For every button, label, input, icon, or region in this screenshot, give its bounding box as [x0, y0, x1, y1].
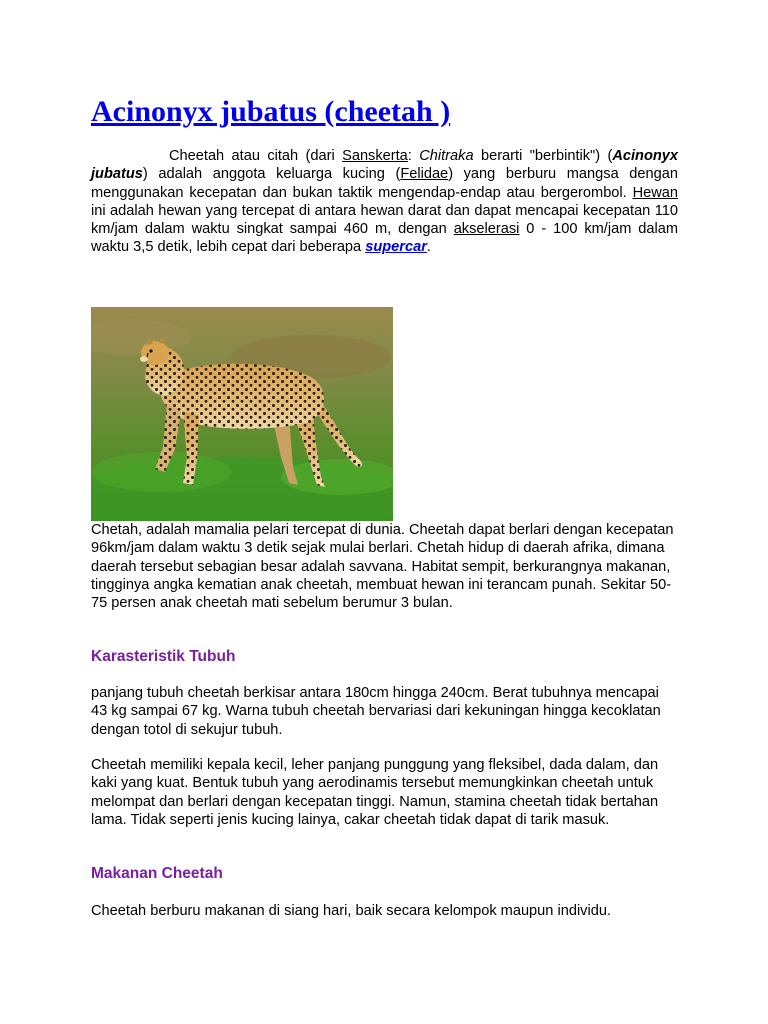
karasteristik-paragraph-2: Cheetah memiliki kepala kecil, leher panjang punggung yang fleksibel, dada dalam, dan kaki yang kuat. Bentuk tubuh yang aerodinamis tersebut memungkinkan cheetah untuk melompat dan berlari dengan kecepatan tinggi. Namun, stamina cheetah tidak bertahan lama. Tidak seperti jenis kucing lainya, cakar cheetah tidak dapat di tarik masuk. [91, 757, 659, 828]
page-title[interactable]: Acinonyx jubatus (cheetah ) [91, 95, 451, 128]
intro-text-1: Cheetah atau citah (dari [169, 148, 343, 164]
intro-text-3: berarti "berbintik") ( [473, 148, 613, 164]
intro-text-6: ini adalah hewan yang tercepat di antara hewan darat dan dapat mencapai kecepatan 110 km/jam dalam waktu singkat sampai 460 m, dengan [91, 202, 678, 238]
intro-text-4: ) adalah anggota keluarga kucing ( [142, 166, 401, 183]
intro-text-5: ) yang berburu mangsa dengan menggunakan kecepatan dan bukan taktik mengendap-endap atau bergerombol. [91, 166, 678, 201]
chitraka-term: Chitraka [419, 148, 474, 164]
photo-caption-paragraph: Chetah, adalah mamalia pelari tercepat di dunia. Cheetah dapat berlari dengan kecepatan 96km/jam dalam waktu 3 detik sejak mulai berlari. Chetah hidup di daerah afrika, dimana daerah tersebut sebagian besar adalah savvana. Habitat sempit, berkurangnya makanan, tingginya angka kematian anak cheetah, membuat hewan ini terancam punah. Sekitar 50-75 persen anak cheetah mati sebelum berumur 3 bulan. [91, 522, 674, 612]
sanskerta-link[interactable]: Sanskerta [342, 148, 408, 164]
section-heading-karasteristik: Karasteristik Tubuh [91, 648, 236, 665]
supercar-link[interactable]: supercar [365, 239, 427, 256]
section-heading-makanan: Makanan Cheetah [91, 865, 223, 882]
intro-text-2: : [407, 148, 420, 164]
makanan-paragraph-1: Cheetah berburu makanan di siang hari, baik secara kelompok maupun individu. [91, 903, 612, 919]
intro-text-7: 0 - 100 km/jam dalam waktu 3,5 detik, lebih cepat dari beberapa [91, 221, 679, 256]
cheetah-photo [91, 307, 393, 521]
intro-paragraph [91, 147, 678, 257]
hewan-link[interactable]: Hewan [632, 184, 678, 201]
acinonyx-term: Acinonyx jubatus [91, 148, 679, 183]
intro-text-8: . [426, 239, 431, 256]
felidae-link[interactable]: Felidae [400, 166, 449, 183]
cheetah-illustration [91, 307, 393, 521]
karasteristik-paragraph-1: panjang tubuh cheetah berkisar antara 180cm hingga 240cm. Berat tubuhnya mencapai 43 kg sampai 67 kg. Warna tubuh cheetah bervariasi dari kekuningan hingga kecoklatan dengan totol di sekujur tubuh. [91, 685, 661, 738]
akselerasi-link[interactable]: akselerasi [453, 221, 520, 238]
